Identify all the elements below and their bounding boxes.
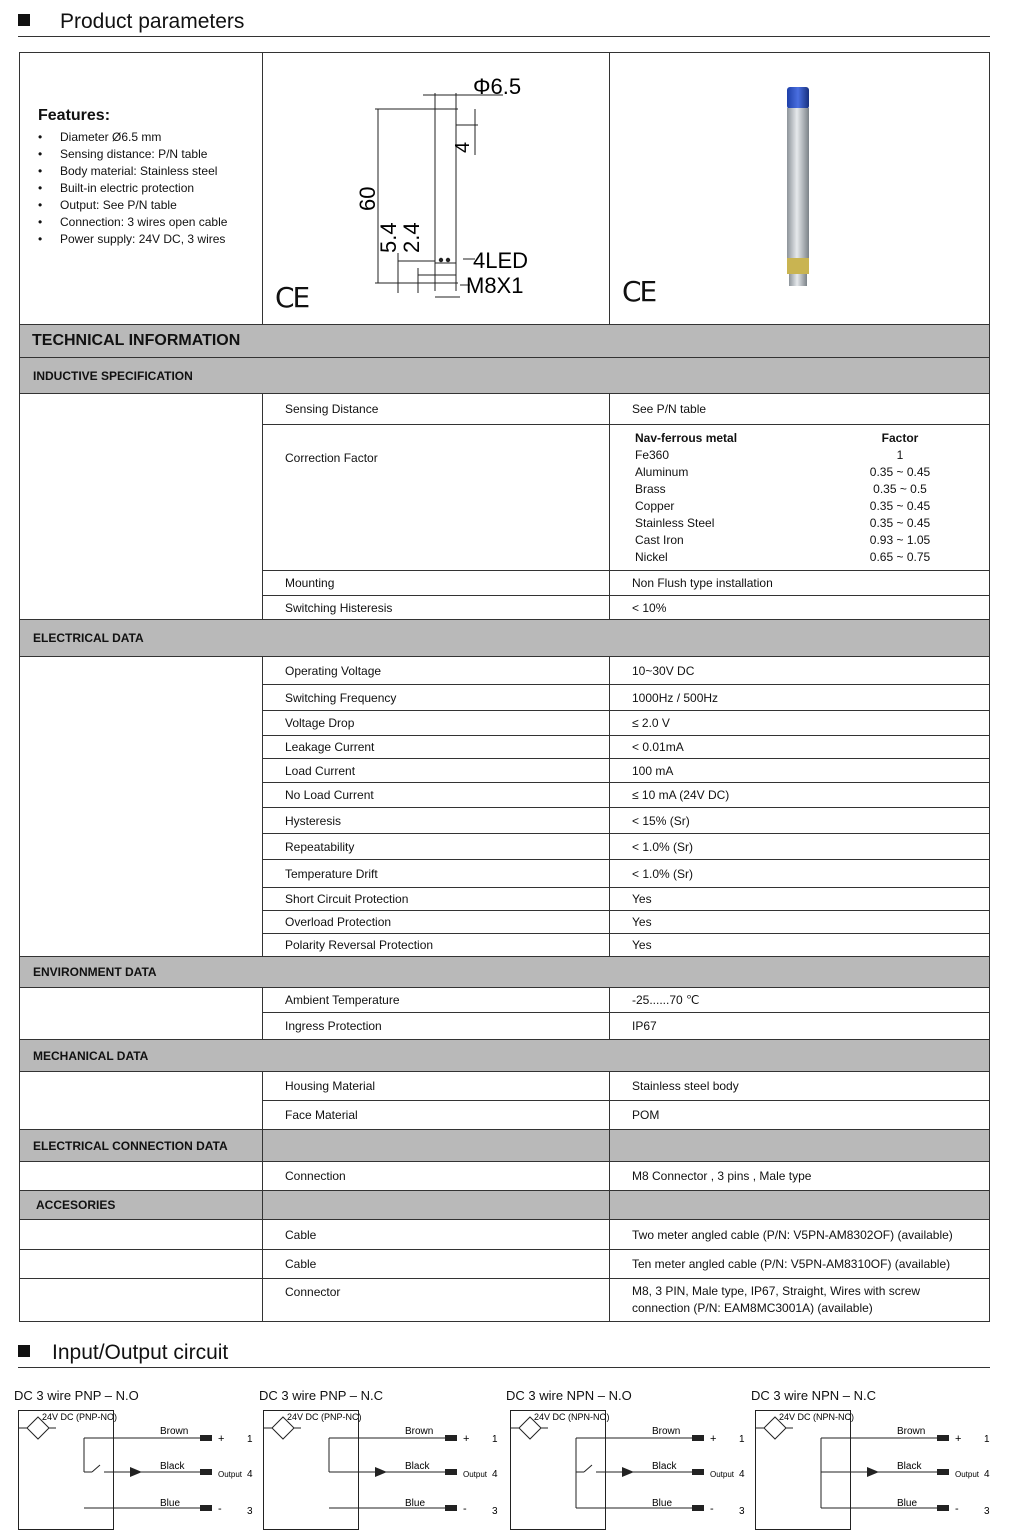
circuit-title: DC 3 wire NPN – N.O (506, 1388, 632, 1403)
cf-metal: Aluminum (635, 464, 689, 479)
section-header (20, 1130, 990, 1162)
spec-label: Load Current (263, 759, 610, 783)
circuit-box-label: 24V DC (PNP-NO) (42, 1412, 118, 1422)
output-label: Output (955, 1470, 980, 1479)
feature-item: • Sensing distance: P/N table (38, 146, 227, 163)
circuit-box-label: 24V DC (NPN-NO) (534, 1412, 610, 1422)
cf-metal: Stainless Steel (635, 515, 715, 530)
minus-sign: - (710, 1503, 714, 1515)
dimension-drawing-cell (263, 53, 610, 325)
section-header (20, 358, 990, 394)
table-row (20, 1072, 990, 1101)
spec-label: Operating Voltage (263, 657, 610, 685)
pin-4-label: 4 (739, 1469, 745, 1480)
blank-cell (20, 1220, 263, 1250)
io-circuit-title: Input/Output circuit (52, 1341, 229, 1364)
section-header (20, 620, 990, 657)
features-list (38, 129, 227, 248)
spec-value: < 1.0% (Sr) (610, 834, 990, 860)
electrical-data-heading: ELECTRICAL DATA (20, 620, 990, 657)
blank-cell (20, 988, 263, 1040)
spec-value: < 1.0% (Sr) (610, 860, 990, 888)
features-title: Features: (38, 107, 111, 124)
blank-cell (20, 1162, 263, 1191)
plus-sign: + (463, 1433, 470, 1445)
cf-metal: Fe360 (635, 447, 670, 462)
pin-3-label: 3 (492, 1506, 498, 1517)
product-parameters-heading (18, 10, 244, 34)
wire-label-black: Black (160, 1461, 185, 1472)
feature-row (20, 53, 990, 325)
technical-information-heading: TECHNICAL INFORMATION (20, 325, 990, 358)
section-header (20, 325, 990, 358)
circuit-diagram (259, 1388, 508, 1517)
circuit-box-label: 24V DC (NPN-NC) (779, 1412, 855, 1422)
table-row (20, 657, 990, 685)
wire-label-brown: Brown (405, 1426, 434, 1437)
cf-metal: Nickel (635, 549, 668, 564)
dimension-drawing (263, 53, 610, 325)
divider (18, 1367, 990, 1368)
output-label: Output (218, 1470, 243, 1479)
circuit-box-label: 24V DC (PNP-NC) (287, 1412, 362, 1422)
spec-value: IP67 (610, 1013, 990, 1040)
spec-value: Yes (610, 934, 990, 957)
spec-value: < 10% (610, 596, 990, 620)
wire-label-black: Black (897, 1461, 922, 1472)
spec-value: < 0.01mA (610, 736, 990, 759)
section-header (20, 1191, 990, 1220)
spec-label: Connection (263, 1162, 610, 1191)
table-row (20, 394, 990, 425)
spec-label: Face Material (263, 1101, 610, 1130)
table-row (20, 1220, 990, 1250)
mechanical-data-heading: MECHANICAL DATA (20, 1040, 990, 1072)
dim-4-label: 4 (452, 141, 474, 153)
cf-factor: 0.93 ~ 1.05 (869, 532, 931, 547)
correction-factor-table (610, 425, 990, 571)
circuit-schematic (510, 1410, 750, 1532)
spec-label: Temperature Drift (263, 860, 610, 888)
environment-data-heading: ENVIRONMENT DATA (20, 957, 990, 988)
spec-table (19, 52, 990, 1322)
spec-label: Overload Protection (263, 911, 610, 934)
blank-cell (20, 394, 263, 620)
led-dot (439, 258, 443, 262)
spec-label: Sensing Distance (263, 394, 610, 425)
wire-label-blue: Blue (652, 1498, 673, 1509)
blank-cell (610, 1191, 990, 1220)
blank-cell (20, 1250, 263, 1279)
spec-value: 1000Hz / 500Hz (610, 685, 990, 711)
length-label: 60 (355, 186, 380, 211)
pin-1-label: 1 (984, 1434, 990, 1445)
spec-value: Stainless steel body (610, 1072, 990, 1101)
io-circuit-heading (18, 1341, 228, 1365)
spec-label: Repeatability (263, 834, 610, 860)
wire-label-blue: Blue (405, 1498, 426, 1509)
product-parameters-title: Product parameters (60, 10, 245, 33)
plus-sign: + (218, 1433, 225, 1445)
circuit-title: DC 3 wire PNP – N.C (259, 1388, 384, 1403)
cf-factor: 0.35 ~ 0.45 (869, 498, 931, 513)
plus-sign: + (710, 1433, 717, 1445)
ce-mark-icon: CE (275, 281, 309, 314)
circuit-diagram (506, 1388, 755, 1517)
circuit-diagram (14, 1388, 263, 1517)
spec-label: Ingress Protection (263, 1013, 610, 1040)
wire-label-brown: Brown (897, 1426, 926, 1437)
spec-label: Connector (263, 1279, 610, 1322)
table-row (20, 1250, 990, 1279)
square-bullet-icon (18, 14, 30, 26)
blank-cell (20, 1072, 263, 1130)
product-photo-cell (610, 53, 990, 325)
spec-value: 100 mA (610, 759, 990, 783)
feature-item: • Diameter Ø6.5 mm (38, 129, 227, 146)
table-row (20, 1279, 990, 1322)
cf-header-metal: Nav-ferrous metal (635, 430, 738, 445)
pin-4-label: 4 (984, 1469, 990, 1480)
spec-label: Leakage Current (263, 736, 610, 759)
spec-value: M8 Connector , 3 pins , Male type (610, 1162, 990, 1191)
spec-label: Cable (263, 1250, 610, 1279)
cf-metal: Brass (635, 481, 666, 496)
blank-cell (263, 1130, 610, 1162)
minus-sign: - (955, 1503, 959, 1515)
blank-cell (610, 1130, 990, 1162)
output-label: Output (463, 1470, 488, 1479)
pin-4-label: 4 (247, 1469, 253, 1480)
blank-cell (263, 1191, 610, 1220)
dim-5-4-label: 5.4 (376, 222, 401, 253)
section-header (20, 957, 990, 988)
circuit-schematic (18, 1410, 258, 1532)
cf-metal: Copper (635, 498, 675, 513)
cf-metal: Cast Iron (635, 532, 684, 547)
wire-label-black: Black (405, 1461, 430, 1472)
spec-value: M8, 3 PIN, Male type, IP67, Straight, Wires with screw connection (P/N: EAM8MC3001A) (available) (610, 1279, 990, 1322)
feature-item: • Built-in electric protection (38, 180, 227, 197)
spec-value: ≤ 2.0 V (610, 711, 990, 736)
correction-factor-grid (635, 430, 989, 566)
spec-label: Switching Frequency (263, 685, 610, 711)
plus-sign: + (955, 1433, 962, 1445)
ce-mark-icon: CE (622, 275, 656, 308)
spec-label: Hysteresis (263, 808, 610, 834)
spec-label: Switching Histeresis (263, 596, 610, 620)
electrical-connection-heading: ELECTRICAL CONNECTION DATA (20, 1130, 263, 1162)
circuit-diagram (751, 1388, 1000, 1517)
blank-cell (20, 657, 263, 957)
divider (18, 36, 990, 37)
feature-item: • Power supply: 24V DC, 3 wires (38, 231, 227, 248)
diameter-label: Φ6.5 (473, 74, 522, 99)
spec-value: < 15% (Sr) (610, 808, 990, 834)
spec-value: Two meter angled cable (P/N: V5PN-AM8302OF) (available) (610, 1220, 990, 1250)
spec-label: Mounting (263, 571, 610, 596)
output-label: Output (710, 1470, 735, 1479)
spec-value: -25......70 ℃ (610, 988, 990, 1013)
feature-item: • Output: See P/N table (38, 197, 227, 214)
table-row (20, 988, 990, 1013)
pin-1-label: 1 (247, 1434, 253, 1445)
cf-factor: 0.65 ~ 0.75 (869, 549, 931, 564)
blank-cell (20, 1279, 263, 1322)
feature-item: • Body material: Stainless steel (38, 163, 227, 180)
led-label: 4LED (473, 248, 529, 273)
pin-1-label: 1 (492, 1434, 498, 1445)
pin-4-label: 4 (492, 1469, 498, 1480)
cf-factor: 0.35 ~ 0.45 (869, 515, 931, 530)
circuit-title: DC 3 wire NPN – N.C (751, 1388, 876, 1403)
cf-factor: 1 (896, 447, 904, 462)
wire-label-brown: Brown (160, 1426, 189, 1437)
pin-1-label: 1 (739, 1434, 745, 1445)
features-cell (20, 53, 263, 325)
table-row (20, 1162, 990, 1191)
spec-label: Polarity Reversal Protection (263, 934, 610, 957)
cf-factor: 0.35 ~ 0.45 (869, 464, 931, 479)
minus-sign: - (218, 1503, 222, 1515)
spec-label: No Load Current (263, 783, 610, 808)
cf-factor: 0.35 ~ 0.5 (873, 481, 927, 496)
sensor-photo (610, 53, 990, 325)
cf-header-factor: Factor (881, 430, 919, 445)
circuit-schematic (263, 1410, 503, 1532)
spec-label: Ambient Temperature (263, 988, 610, 1013)
spec-value: 10~30V DC (610, 657, 990, 685)
spec-value: ≤ 10 mA (24V DC) (610, 783, 990, 808)
square-bullet-icon (18, 1345, 30, 1357)
spec-label: Cable (263, 1220, 610, 1250)
minus-sign: - (463, 1503, 467, 1515)
spec-value: POM (610, 1101, 990, 1130)
pin-3-label: 3 (984, 1506, 990, 1517)
wire-label-black: Black (652, 1461, 677, 1472)
circuit-schematic (755, 1410, 995, 1532)
accessories-heading: ACCESORIES (20, 1191, 263, 1220)
spec-label: Correction Factor (263, 425, 610, 571)
wire-label-blue: Blue (160, 1498, 181, 1509)
wire-label-brown: Brown (652, 1426, 681, 1437)
dim-2-4-label: 2.4 (399, 222, 424, 253)
spec-value: Non Flush type installation (610, 571, 990, 596)
spec-value: See P/N table (610, 394, 990, 425)
inductive-spec-heading: INDUCTIVE SPECIFICATION (20, 358, 990, 394)
feature-item: • Connection: 3 wires open cable (38, 214, 227, 231)
spec-value: Yes (610, 911, 990, 934)
spec-label: Housing Material (263, 1072, 610, 1101)
spec-value: Yes (610, 888, 990, 911)
spec-label: Short Circuit Protection (263, 888, 610, 911)
led-dot (446, 258, 450, 262)
thread-label: M8X1 (466, 273, 524, 298)
spec-value: Ten meter angled cable (P/N: V5PN-AM8310OF) (available) (610, 1250, 990, 1279)
circuit-title: DC 3 wire PNP – N.O (14, 1388, 139, 1403)
wire-label-blue: Blue (897, 1498, 918, 1509)
section-header (20, 1040, 990, 1072)
spec-label: Voltage Drop (263, 711, 610, 736)
pin-3-label: 3 (739, 1506, 745, 1517)
pin-3-label: 3 (247, 1506, 253, 1517)
